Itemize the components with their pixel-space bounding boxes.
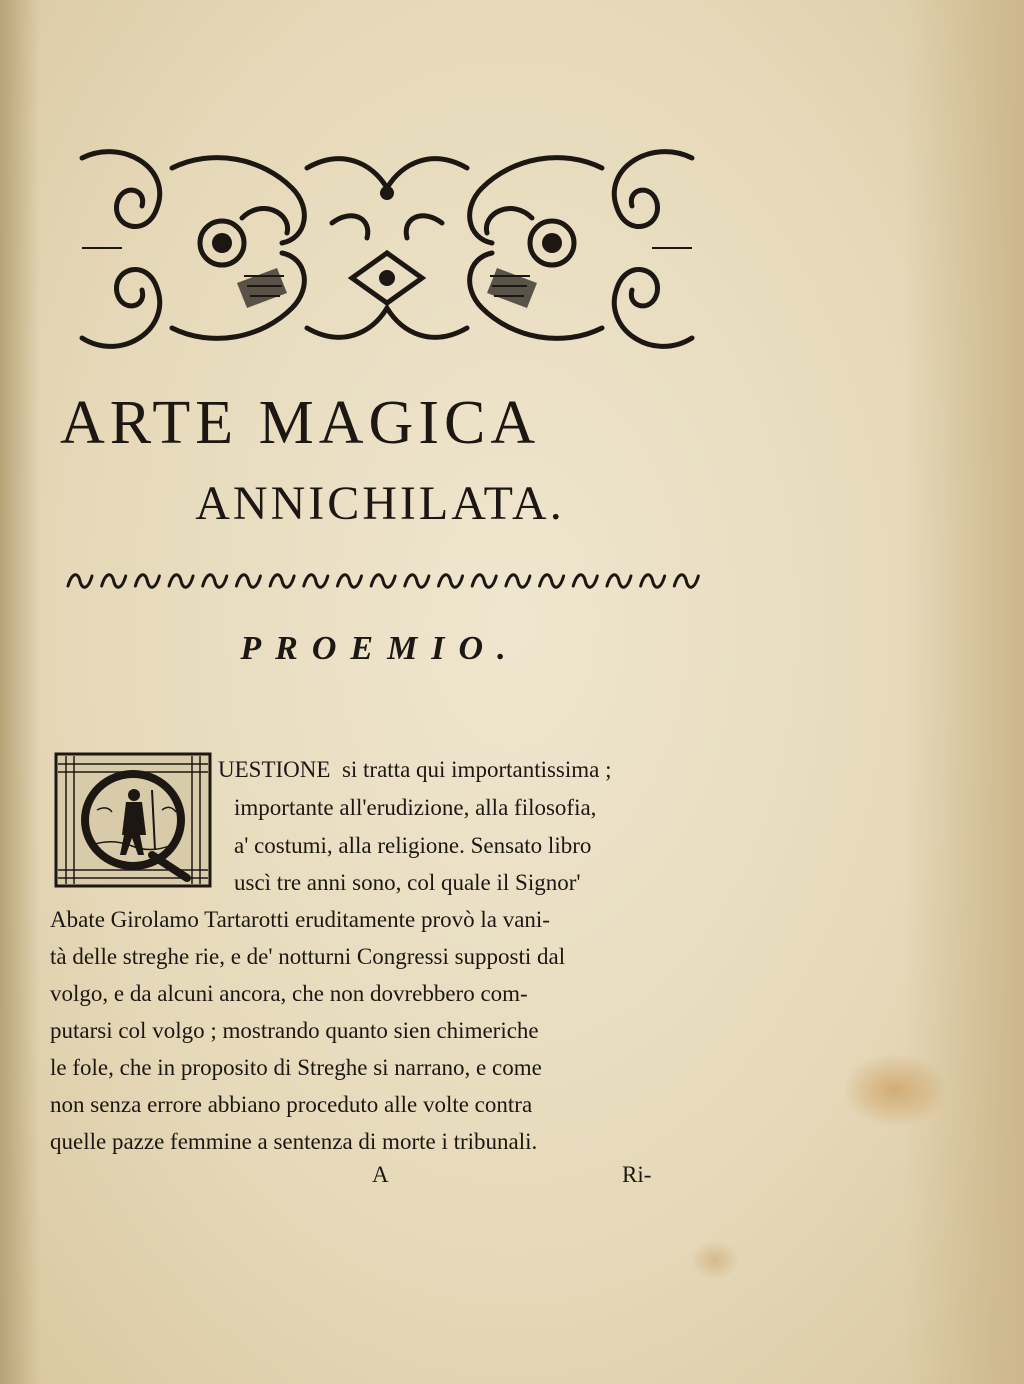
divider-glyph bbox=[405, 575, 429, 587]
divider-glyph bbox=[439, 575, 463, 587]
divider-glyph bbox=[169, 575, 193, 587]
divider-glyph bbox=[371, 575, 395, 587]
divider-glyph bbox=[674, 575, 698, 587]
page-edge-shadow-right bbox=[904, 0, 1024, 1384]
body-line-2: importante all'erudizione, alla filosofia, bbox=[234, 795, 597, 820]
divider-glyph bbox=[506, 575, 530, 587]
section-heading: PROEMIO. bbox=[240, 630, 520, 667]
first-word-remainder: UESTIONE bbox=[218, 757, 331, 782]
body-line-6: tà delle streghe rie, e de' notturni Congressi supposti dal bbox=[50, 944, 566, 969]
body-line-9: le fole, che in proposito di Streghe si narrano, e come bbox=[50, 1055, 542, 1080]
title-line-2: ANNICHILATA. bbox=[195, 477, 565, 530]
title-line-1: ARTE MAGICA bbox=[60, 389, 541, 457]
body-line-4: uscì tre anni sono, col quale il Signor' bbox=[234, 870, 581, 895]
ornamental-headpiece-icon bbox=[62, 128, 712, 368]
divider-glyph bbox=[135, 575, 159, 587]
body-line-1 bbox=[218, 755, 612, 785]
catchword: Ri- bbox=[622, 1162, 652, 1187]
divider-glyph bbox=[68, 575, 92, 587]
divider-glyph bbox=[472, 575, 496, 587]
divider-glyph bbox=[102, 575, 126, 587]
divider-glyph bbox=[203, 575, 227, 587]
divider-glyph bbox=[607, 575, 631, 587]
historiated-initial-q-icon bbox=[52, 750, 214, 890]
paper-stain-small bbox=[690, 1240, 740, 1280]
divider-glyph bbox=[270, 575, 294, 587]
divider-glyph bbox=[573, 575, 597, 587]
body-line-5: Abate Girolamo Tartarotti eruditamente provò la vani- bbox=[50, 907, 550, 932]
body-line-1-text: si tratta qui importantissima ; bbox=[341, 757, 612, 782]
decorative-divider-icon bbox=[62, 568, 702, 594]
body-line-10: non senza errore abbiano proceduto alle volte contra bbox=[50, 1092, 533, 1117]
body-line-8: putarsi col volgo ; mostrando quanto sien chimeriche bbox=[50, 1018, 539, 1043]
divider-glyph bbox=[337, 575, 361, 587]
divider-glyph bbox=[236, 575, 260, 587]
paper-stain bbox=[845, 1055, 945, 1125]
signature-mark: A bbox=[372, 1162, 389, 1187]
divider-glyph bbox=[304, 575, 328, 587]
divider-glyph bbox=[641, 575, 665, 587]
page-edge-shadow-left bbox=[0, 0, 40, 1384]
body-line-3: a' costumi, alla religione. Sensato libro bbox=[234, 833, 592, 858]
body-line-7: volgo, e da alcuni ancora, che non dovrebbero com- bbox=[50, 981, 528, 1006]
body-line-11: quelle pazze femmine a sentenza di morte i tribunali. bbox=[50, 1129, 538, 1154]
divider-glyph bbox=[540, 575, 564, 587]
